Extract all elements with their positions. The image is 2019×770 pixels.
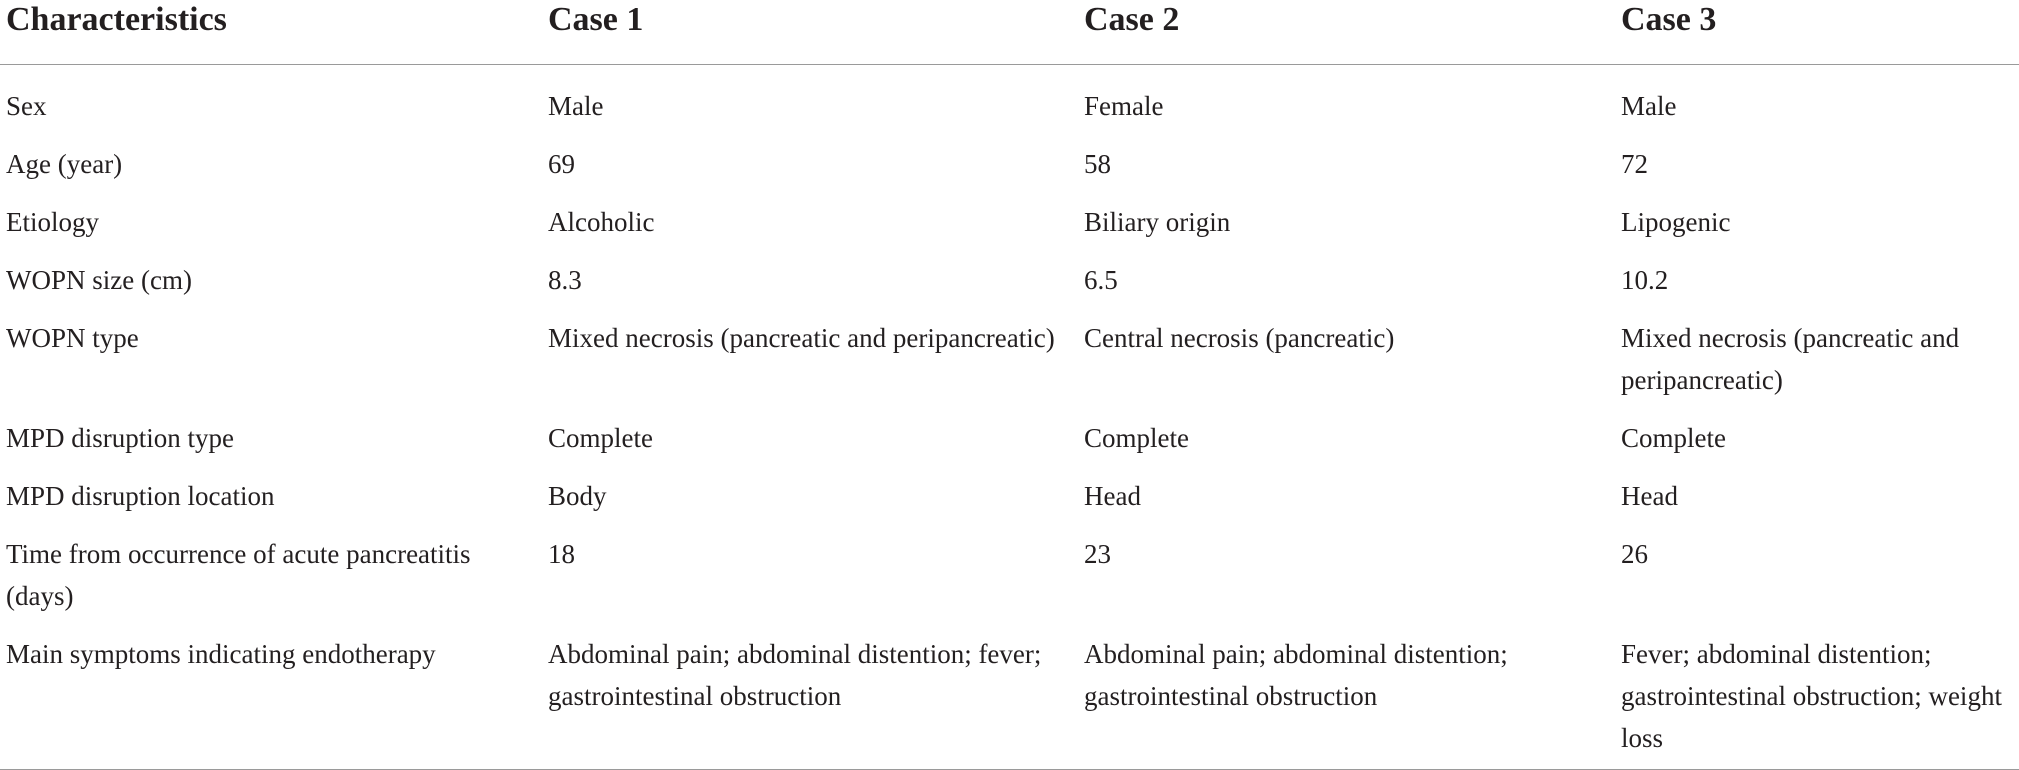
cell-case-2: 23 bbox=[1084, 539, 1111, 569]
cell-label: Etiology bbox=[6, 207, 99, 237]
table-header bbox=[0, 0, 2019, 65]
header-characteristics: Characteristics bbox=[0, 0, 542, 65]
row-wopn-type bbox=[0, 311, 2019, 411]
cell-case-2: Complete bbox=[1084, 423, 1189, 453]
cell-case-1: 69 bbox=[548, 149, 575, 179]
cell-case-1: 18 bbox=[548, 539, 575, 569]
cell-label: MPD disruption location bbox=[6, 481, 275, 511]
cell-case-1: Complete bbox=[548, 423, 653, 453]
cell-case-3: Male bbox=[1621, 91, 1677, 121]
cell-case-1: 8.3 bbox=[548, 265, 582, 295]
row-wopn-size bbox=[0, 253, 2019, 311]
cell-case-3: 72 bbox=[1621, 149, 1648, 179]
cell-case-3: Head bbox=[1621, 481, 1678, 511]
row-mpd-disruption-type bbox=[0, 411, 2019, 469]
row-age bbox=[0, 137, 2019, 195]
cell-case-3: Complete bbox=[1621, 423, 1726, 453]
cell-label: Age (year) bbox=[6, 149, 123, 179]
cell-case-2: Female bbox=[1084, 91, 1164, 121]
cell-case-1: Body bbox=[548, 481, 607, 511]
cell-case-1: Mixed necrosis (pancreatic and peripancreatic) bbox=[548, 323, 1055, 353]
cell-case-1: Abdominal pain; abdominal distention; fever; gastrointestinal obstruction bbox=[542, 627, 1078, 770]
cell-case-3: 10.2 bbox=[1621, 265, 1669, 295]
cell-case-3: Mixed necrosis (pancreatic and peripancreatic) bbox=[1621, 323, 1960, 395]
cell-case-3: Fever; abdominal distention; gastrointestinal obstruction; weight loss bbox=[1615, 627, 2019, 770]
cell-label: Main symptoms indicating endotherapy bbox=[0, 627, 542, 770]
row-sex bbox=[0, 65, 2019, 138]
cell-case-2: Central necrosis (pancreatic) bbox=[1084, 323, 1395, 353]
cell-case-1: Male bbox=[548, 91, 604, 121]
cell-case-2: Biliary origin bbox=[1084, 207, 1231, 237]
cell-label: MPD disruption type bbox=[6, 423, 235, 453]
cell-case-1: Alcoholic bbox=[548, 207, 655, 237]
header-case-2: Case 2 bbox=[1078, 0, 1615, 65]
table-body bbox=[0, 65, 2019, 770]
cell-case-3: Lipogenic bbox=[1621, 207, 1731, 237]
row-main-symptoms bbox=[0, 627, 2019, 770]
row-time-from-occurrence bbox=[0, 527, 2019, 627]
row-mpd-disruption-location bbox=[0, 469, 2019, 527]
cell-case-2: 58 bbox=[1084, 149, 1111, 179]
cell-label: Time from occurrence of acute pancreatitis (days) bbox=[6, 539, 471, 611]
cell-label: WOPN type bbox=[6, 323, 139, 353]
row-etiology bbox=[0, 195, 2019, 253]
header-case-1: Case 1 bbox=[542, 0, 1078, 65]
cell-case-2: Abdominal pain; abdominal distention; gastrointestinal obstruction bbox=[1078, 627, 1615, 770]
header-case-3: Case 3 bbox=[1615, 0, 2019, 65]
header-row bbox=[0, 0, 2019, 65]
cell-label: WOPN size (cm) bbox=[6, 265, 192, 295]
cell-label: Sex bbox=[6, 91, 47, 121]
cell-case-2: Head bbox=[1084, 481, 1141, 511]
cell-case-3: 26 bbox=[1621, 539, 1648, 569]
cell-case-2: 6.5 bbox=[1084, 265, 1118, 295]
